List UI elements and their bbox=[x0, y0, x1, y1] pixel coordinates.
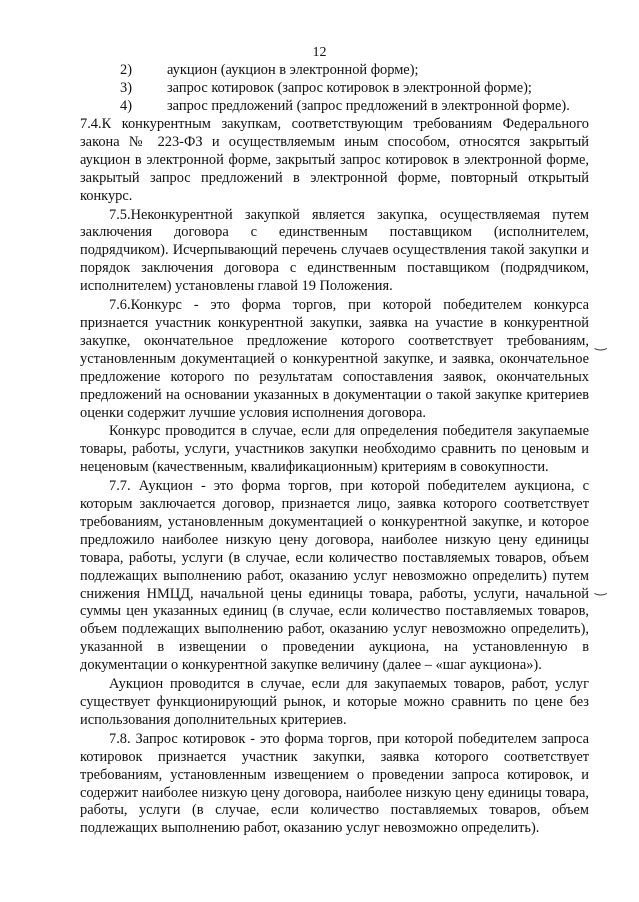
margin-mark: ‿ bbox=[595, 336, 607, 351]
list-item-number: 3) bbox=[120, 80, 132, 96]
margin-mark: ‿ bbox=[595, 581, 607, 596]
list-item-number: 2) bbox=[120, 62, 132, 78]
paragraph-7-7: 7.7. Аукцион - это форма торгов, при которой победителем аукциона, с которым заключается договор, признается лицо, заявка которого соответствует требованиям, установленным документацией о конкурентной закупке, и которое предложило наиболее низкую цену договора, наиболее низкую цену единицы товара, работы, услуги (в случае, если количество поставляемых товаров, объем подлежащих выполнению работ, оказанию услуг невозможно определить) путем снижения НМЦД, начальной цены единицы товара, работы, услуги, начальной суммы цен указанных единиц (в случае, если количество поставляемых товаров, объем подлежащих выполнению работ, оказанию услуг невозможно определить), указанной в извещении о проведении аукциона, на установленную в документации о конкурентной закупке величину (далее – «шаг аукциона»). bbox=[80, 478, 589, 674]
paragraph-7-7-continued: Аукцион проводится в случае, если для закупаемых товаров, работ, услуг существует функционирующий рынок, и которые можно сравнить по цене без использования дополнительных критериев. bbox=[80, 676, 589, 728]
page-number: 12 bbox=[312, 45, 327, 60]
paragraph-7-4: 7.4.К конкурентным закупкам, соответствующим требованиям Федерального закона № 223-ФЗ и осуществляемым иным способом, относятся закрытый аукцион в электронной форме, закрытый запрос котировок в электронной форме, закрытый запрос предложений в электронной форме, повторный открытый конкурс. bbox=[80, 116, 589, 204]
paragraph-7-6-continued: Конкурс проводится в случае, если для определения победителя закупаемые товары, работы, услуги, участников закупки необходимо сравнить по ценовым и неценовым (качественным, квалификационным) критериям в совокупности. bbox=[80, 423, 589, 476]
list-item-text: запрос предложений (запрос предложений в электронной форме). bbox=[167, 98, 570, 114]
list-item-number: 4) bbox=[120, 98, 132, 114]
paragraph-7-6: 7.6.Конкурс - это форма торгов, при которой победителем конкурса признается участник конкурентной закупки, заявка на участие в конкурентной закупке, окончательное предложение которого соответствует требованиям, установленным документацией о конкурентной закупке, и заявка, окончательное предложение которого по результатам сопоставления заявок, окончательных предложений на основании указанных в документации о такой закупке критериев оценки содержит лучшие условия исполнения договора. bbox=[80, 297, 589, 421]
paragraph-7-8: 7.8. Запрос котировок - это форма торгов, при которой победителем запроса котировок признается участник закупки, заявка которого соответствует требованиям, установленным извещением о проведении запроса котировок, и содержит наиболее низкую цену договора, наиболее низкую цену единицы товара, работы, услуги (в случае, если количество поставляемых товаров, объем подлежащих выполнению работ, оказанию услуг невозможно определить). bbox=[80, 730, 589, 837]
list-item-text: аукцион (аукцион в электронной форме); bbox=[167, 62, 419, 78]
list-item-text: запрос котировок (запрос котировок в электронной форме); bbox=[167, 80, 532, 96]
paragraph-7-5: 7.5.Неконкурентной закупкой является закупка, осуществляемая путем заключения договора с единственным поставщиком (исполнителем, подрядчиком). Исчерпывающий перечень случаев осуществления такой закупки и порядок заключения договора с единственным поставщиком (подрядчиком, исполнителем) установлены главой 19 Положения. bbox=[80, 206, 589, 295]
document-body bbox=[80, 116, 589, 838]
